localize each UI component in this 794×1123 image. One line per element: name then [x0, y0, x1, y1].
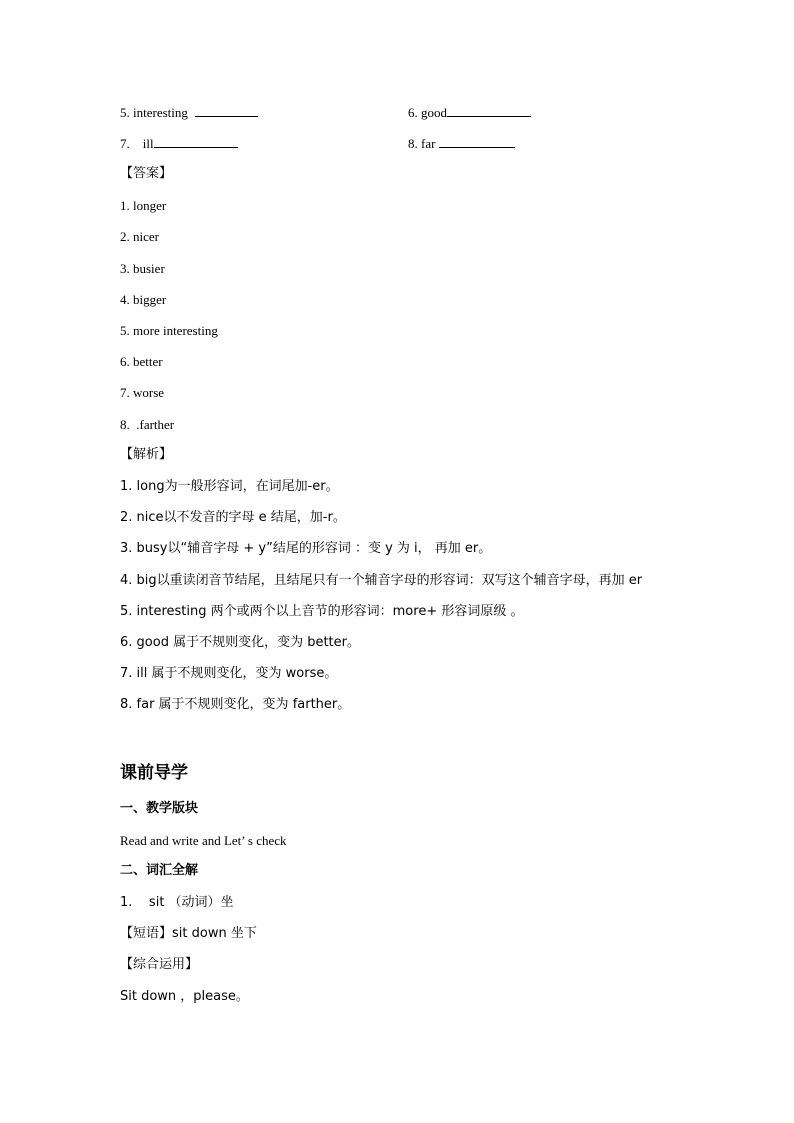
section-title: 课前导学	[120, 763, 188, 783]
analysis-7: 7. ill 属于不规则变化，变为 worse。	[120, 666, 338, 681]
part1-text: Read and write and Let’ s check	[120, 833, 287, 848]
answer-blank-6	[447, 105, 531, 117]
analysis-6: 6. good 属于不规则变化，变为 better。	[120, 635, 360, 650]
analysis-5: 5. interesting 两个或两个以上音节的形容词：more+ 形容词原级 。	[120, 604, 524, 619]
vocab-item-1: 1. sit （动词）坐	[120, 895, 234, 910]
part2-heading: 二、词汇全解	[120, 863, 199, 878]
exercise-row-1	[120, 105, 447, 121]
answer-blank-8	[439, 136, 515, 148]
answer-2: 2. nicer	[120, 229, 159, 244]
analysis-3: 3. busy以“辅音字母 + y”结尾的形容词 ：变 y 为 i， 再加 er。	[120, 541, 492, 556]
analysis-4: 4. big以重读闭音节结尾，且结尾只有一个辅音字母的形容词：双写这个辅音字母，再加 er	[120, 573, 643, 588]
answer-6: 6. better	[120, 354, 163, 369]
phrase-line: 【短语】sit down 坐下	[120, 926, 257, 941]
part1-heading: 一、教学版块	[120, 801, 199, 816]
exercise-q7: 7. ill	[120, 136, 154, 151]
answer-heading: 【答案】	[120, 166, 173, 181]
exercise-q5: 5. interesting	[120, 105, 188, 120]
answer-blank-7	[154, 136, 238, 148]
analysis-8: 8. far 属于不规则变化，变为 farther。	[120, 697, 351, 712]
answer-blank-5	[195, 105, 258, 117]
analysis-2: 2. nice以不发音的字母 e 结尾，加-r。	[120, 510, 346, 525]
exercise-q8: 8. far	[408, 136, 436, 151]
analysis-1: 1. long为一般形容词，在词尾加-er。	[120, 479, 339, 494]
answer-8: 8. .farther	[120, 417, 175, 432]
usage-example: Sit down ，please。	[120, 989, 249, 1004]
exercise-q6: 6. good	[408, 105, 447, 120]
answer-1: 1. longer	[120, 198, 167, 213]
answer-5: 5. more interesting	[120, 323, 218, 338]
exercise-row-2	[120, 136, 436, 152]
usage-heading: 【综合运用】	[120, 957, 199, 972]
answer-7: 7. worse	[120, 385, 165, 400]
analysis-heading: 【解析】	[120, 447, 173, 462]
answer-3: 3. busier	[120, 261, 165, 276]
answer-4: 4. bigger	[120, 292, 167, 307]
